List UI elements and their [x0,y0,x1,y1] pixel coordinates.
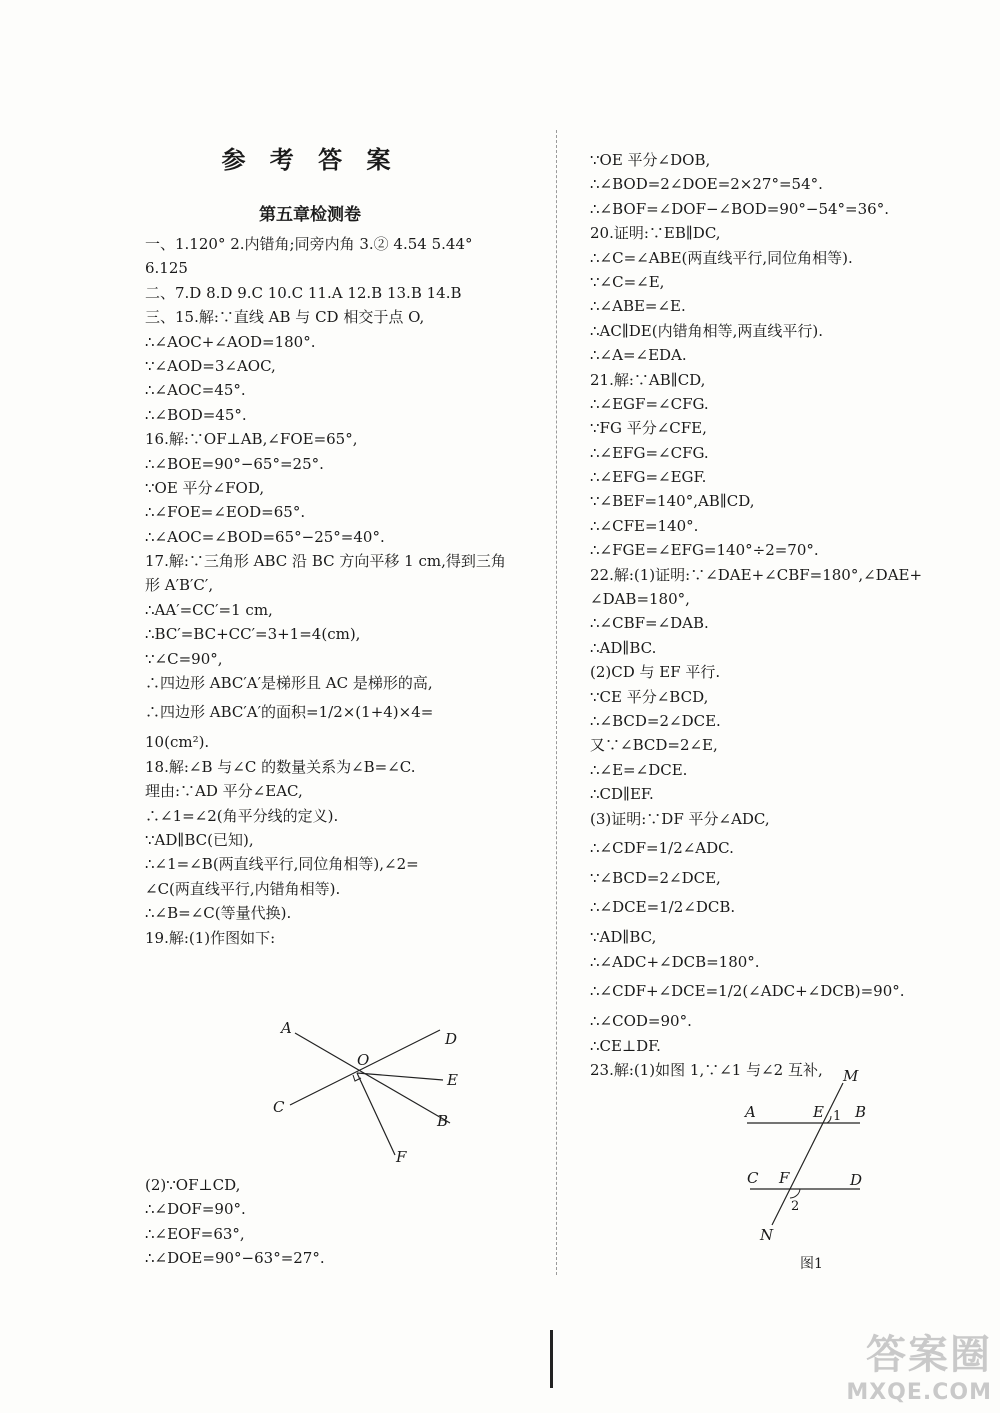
label-1: 1 [833,1109,842,1124]
answer-line: ∴∠DOF=90°. [145,1200,246,1219]
answer-line: ∴∠B=∠C(等量代换). [145,904,292,923]
answer-line: 17.解:∵三角形 ABC 沿 BC 方向平移 1 cm,得到三角 [145,552,506,571]
answer-line: ∴∠ADC+∠DCB=180°. [590,952,760,971]
answer-line: ∵AD∥BC(已知), [145,830,254,849]
answer-line: ∴BC′=BC+CC′=3+1=4(cm), [145,625,361,644]
answer-line: ∴∠AOC+∠AOD=180°. [145,332,316,351]
column-divider [556,130,558,1275]
label-d: D [445,1030,458,1048]
answer-line: ∵AD∥BC, [590,928,657,947]
answer-line: ∴∠1=∠B(两直线平行,同位角相等),∠2= [145,855,419,874]
answer-line: ∴CE⊥DF. [590,1036,661,1055]
watermark [846,1323,992,1405]
answer-line: ∴∠CDF=1/2∠ADC. [590,838,734,857]
figure-19-diagram [265,1015,480,1170]
answer-line: ∵∠C=90°, [145,649,223,668]
answer-line: 三、15.解:∵直线 AB 与 CD 相交于点 O, [145,308,425,327]
answer-line: ∠C(两直线平行,内错角相等). [145,879,341,898]
label-a: A [745,1103,756,1121]
answer-line: (3)证明:∵DF 平分∠ADC, [590,809,770,828]
answer-line: 形 A′B′C′, [145,576,214,595]
label-d: D [850,1171,863,1189]
answer-line: ∴AD∥BC. [590,638,657,657]
answer-line: ∴∠BOE=90°−65°=25°. [145,454,324,473]
gutter-mark [550,1330,553,1388]
left-column [145,232,550,950]
answer-line: ∵OE 平分∠DOB, [590,151,711,169]
answer-line: 22.解:(1)证明:∵∠DAE+∠CBF=180°,∠DAE+ [590,565,923,584]
answer-line: ∠DAB=180°, [590,590,690,609]
answer-line: ∴∠DCE=1/2∠DCB. [590,898,736,917]
answer-line: (2)∵OF⊥CD, [145,1176,241,1194]
answer-line: ∴∠DOE=90°−63°=27°. [145,1249,325,1268]
answer-line: ∴∠AOC=∠BOD=65°−25°=40°. [145,527,385,546]
answer-line: 19.解:(1)作图如下: [145,928,276,947]
label-m: M [843,1067,859,1085]
answer-line: 一、1.120° 2.内错角;同旁内角 3.② 4.54 5.44° [145,235,473,253]
angle-1-arc [827,1116,831,1123]
label-f: F [779,1169,790,1187]
angle-2-arc [790,1189,800,1198]
answer-line: ∴四边形 ABC′A′的面积=1/2×(1+4)×4= [145,703,434,722]
label-b: B [437,1112,449,1130]
answer-line: ∴CD∥EF. [590,785,654,804]
label-e: E [447,1071,458,1089]
watermark-logo-text: 答案圈 [866,1332,992,1378]
label-n: N [760,1226,774,1244]
answer-line: ∴∠FOE=∠EOD=65°. [145,503,306,522]
answer-line: ∴∠EFG=∠CFG. [590,443,709,462]
answer-line: ∴∠COD=90°. [590,1012,692,1031]
answer-line: ∵∠C=∠E, [590,272,665,291]
answer-line: ∴∠C=∠ABE(两直线平行,同位角相等). [590,248,853,267]
page-title: 参 考 答 案 [221,145,399,174]
line-mn [772,1083,843,1225]
right-column [590,148,995,1082]
answer-line: 23.解:(1)如图 1,∵∠1 与∠2 互补, [590,1060,823,1079]
answer-line: ∴∠BOD=2∠DOE=2×27°=54°. [590,175,823,194]
answer-line: ∴∠ABE=∠E. [590,297,686,316]
label-c: C [273,1098,285,1116]
answer-line: ∵∠BEF=140°,AB∥CD, [590,492,755,511]
answer-line: ∵∠BCD=2∠DCE, [590,868,721,887]
answer-line: ∴∠EGF=∠CFG. [590,394,709,413]
label-a: A [281,1019,292,1037]
answer-line: ∴∠BOF=∠DOF−∠BOD=90°−54°=36°. [590,199,889,218]
label-e: E [813,1103,824,1121]
answer-line: 20.证明:∵EB∥DC, [590,224,721,243]
answer-line: ∴∠CFE=140°. [590,516,699,535]
answer-line: ∴∠FGE=∠EFG=140°÷2=70°. [590,541,819,560]
watermark-url: MXQE.COM [846,1380,992,1405]
label-f: F [396,1148,407,1166]
answer-line: 18.解:∠B 与∠C 的数量关系为∠B=∠C. [145,757,416,776]
answer-line: 6.125 [145,259,188,278]
answer-line: ∵OE 平分∠FOD, [145,478,265,497]
answer-line: ∴∠1=∠2(角平分线的定义). [145,806,339,825]
answer-line: ∴∠BCD=2∠DCE. [590,711,721,730]
answer-line: ∴∠EFG=∠EGF. [590,468,707,487]
answer-line: ∴∠CBF=∠DAB. [590,614,709,633]
answer-line: (2)CD 与 EF 平行. [590,663,721,682]
label-b: B [855,1103,867,1121]
line-ab [295,1033,450,1123]
answer-line: 16.解:∵OF⊥AB,∠FOE=65°, [145,430,358,449]
answer-line: ∴∠AOC=45°. [145,381,246,400]
answer-line: ∴四边形 ABC′A′是梯形且 AC 是梯形的高, [145,674,433,693]
answer-line: ∴∠A=∠EDA. [590,346,687,365]
answer-line: 21.解:∵AB∥CD, [590,370,706,389]
answer-line: ∵FG 平分∠CFE, [590,419,707,438]
label-o: O [357,1051,370,1069]
label-c: C [747,1169,759,1187]
answer-line: ∵CE 平分∠BCD, [590,687,709,706]
answer-line: ∴∠EOF=63°, [145,1224,245,1243]
answer-line: 二、7.D 8.D 9.C 10.C 11.A 12.B 13.B 14.B [145,283,462,302]
label-2: 2 [791,1199,800,1214]
figure-1-caption: 图1 [800,1256,823,1272]
section-title: 第五章检测卷 [259,205,361,225]
answer-line: ∵∠AOD=3∠AOC, [145,356,276,375]
left-column-continued [145,1173,550,1271]
answer-line: ∴∠BOD=45°. [145,405,247,424]
answer-line: 理由:∵AD 平分∠EAC, [145,782,303,801]
figure-1-diagram [735,1065,885,1250]
answer-line: ∴AA′=CC′=1 cm, [145,600,273,619]
ray-of [357,1073,395,1155]
answer-line: 又∵∠BCD=2∠E, [590,736,718,755]
answer-line: ∴∠E=∠DCE. [590,760,688,779]
answer-line: ∴∠CDF+∠DCE=1/2(∠ADC+∠DCB)=90°. [590,982,905,1001]
answer-line: ∴AC∥DE(内错角相等,两直线平行). [590,321,823,340]
answer-line: 10(cm²). [145,733,210,752]
